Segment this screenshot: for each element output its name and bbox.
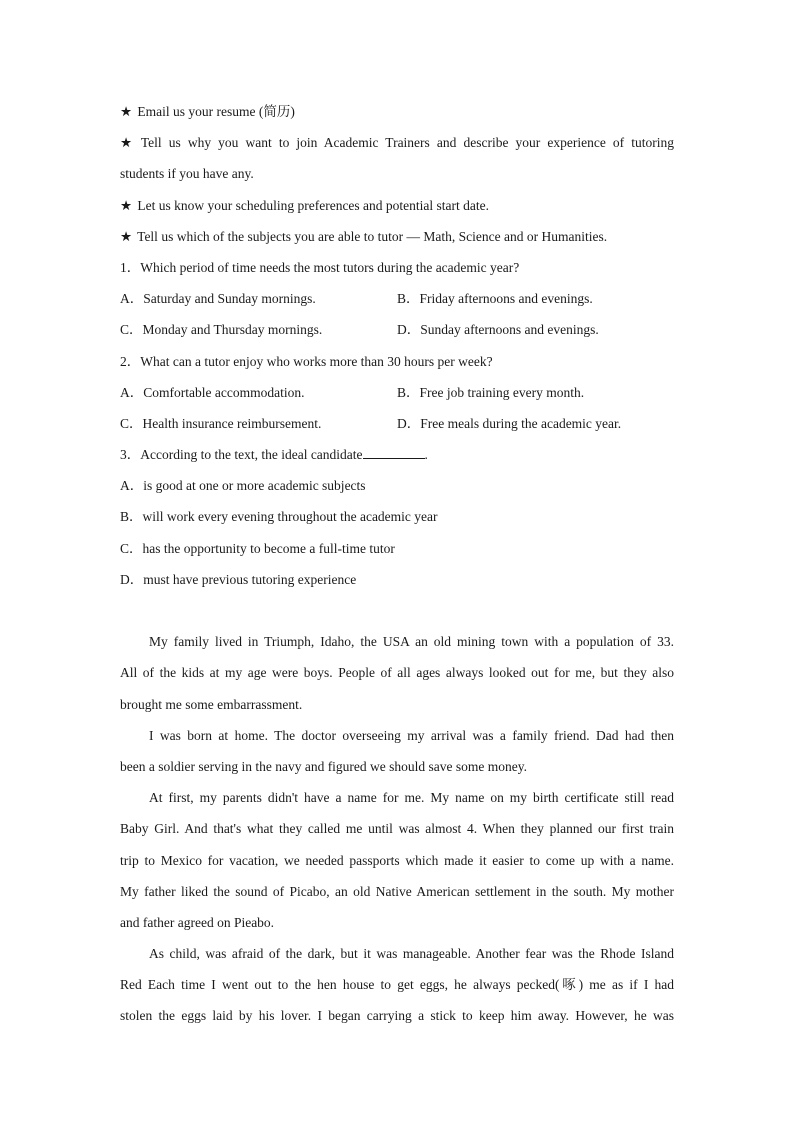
option-a: A．Saturday and Sunday mornings. [120, 291, 316, 307]
bullet-text: Tell us which of the subjects you are able to tutor — Math, Science and or Humanities. [137, 228, 608, 244]
option-a: A．Comfortable accommodation. [120, 384, 305, 400]
passage-line: As child, was afraid of the dark, but it was manageable. Another fear was the Rhode Island [149, 946, 674, 962]
passage-line: My father liked the sound of Picabo, an old Native American settlement in the south. My mother [120, 883, 674, 899]
bullet-continuation: students if you have any. [120, 166, 254, 182]
passage-line: brought me some embarrassment. [120, 696, 303, 712]
option-a: A．is good at one or more academic subjects [120, 478, 366, 494]
question-2-stem: 2．What can a tutor enjoy who works more than 30 hours per week? [120, 353, 493, 369]
option-b: B．will work every evening throughout the academic year [120, 509, 438, 525]
passage-line: My family lived in Triumph, Idaho, the USA an old mining town with a population of 33. [149, 634, 674, 650]
bullet-item [120, 127, 674, 158]
star-icon: ★ [120, 197, 133, 213]
option-c: C．has the opportunity to become a full-time tutor [120, 540, 395, 556]
question-2-options-row-1 [120, 377, 674, 408]
passage-line: stolen the eggs laid by his lover. I began carrying a stick to keep him away. However, he was [120, 1008, 674, 1024]
star-icon: ★ [120, 228, 133, 244]
document-page [120, 96, 674, 1032]
passage-line: trip to Mexico for vacation, we needed passports which made it easier to come up with a name. [120, 852, 674, 868]
option-c: C．Monday and Thursday mornings. [120, 322, 323, 338]
option-d: D．Free meals during the academic year. [397, 415, 622, 431]
section-gap [120, 595, 674, 626]
question-2-options-row-2 [120, 408, 674, 439]
passage-line: been a soldier serving in the navy and figured we should save some money. [120, 758, 528, 774]
bullet-text: Email us your resume (简历) [137, 104, 295, 119]
option-d: D．must have previous tutoring experience [120, 571, 357, 587]
bullet-text: Let us know your scheduling preferences and potential start date. [137, 197, 490, 213]
question-1-options-row-2 [120, 314, 674, 345]
question-3-stem-text: 3．According to the text, the ideal candidate [120, 447, 363, 463]
question-3-stem-end: . [424, 447, 428, 463]
bullet-item [120, 221, 674, 252]
option-b: B．Friday afternoons and evenings. [397, 291, 593, 307]
option-c: C．Health insurance reimbursement. [120, 415, 322, 431]
bullet-item [120, 96, 674, 127]
star-icon: ★ [120, 135, 133, 151]
passage-line: Red Each time I went out to the hen house to get eggs, he always pecked(啄) me as if I had [120, 977, 674, 993]
passage-line: I was born at home. The doctor overseeing my arrival was a family friend. Dad had then [149, 727, 674, 743]
star-icon: ★ [120, 104, 133, 119]
passage-line: All of the kids at my age were boys. People of all ages always looked out for me, but they also [120, 665, 674, 681]
bullet-text: Tell us why you want to join Academic Trainers and describe your experience of tutoring [140, 135, 674, 151]
question-3-stem [120, 439, 674, 470]
question-1-options-row-1 [120, 283, 674, 314]
question-1-stem: 1．Which period of time needs the most tutors during the academic year? [120, 259, 520, 275]
bullet-item [120, 190, 674, 221]
option-d: D．Sunday afternoons and evenings. [397, 322, 599, 338]
passage-line: At first, my parents didn't have a name for me. My name on my birth certificate still read [149, 790, 674, 806]
passage-line: and father agreed on Pieabo. [120, 914, 275, 930]
option-b: B．Free job training every month. [397, 384, 585, 400]
passage-line: Baby Girl. And that's what they called me until was almost 4. When they planned our first train [120, 821, 674, 837]
answer-blank [363, 446, 425, 459]
